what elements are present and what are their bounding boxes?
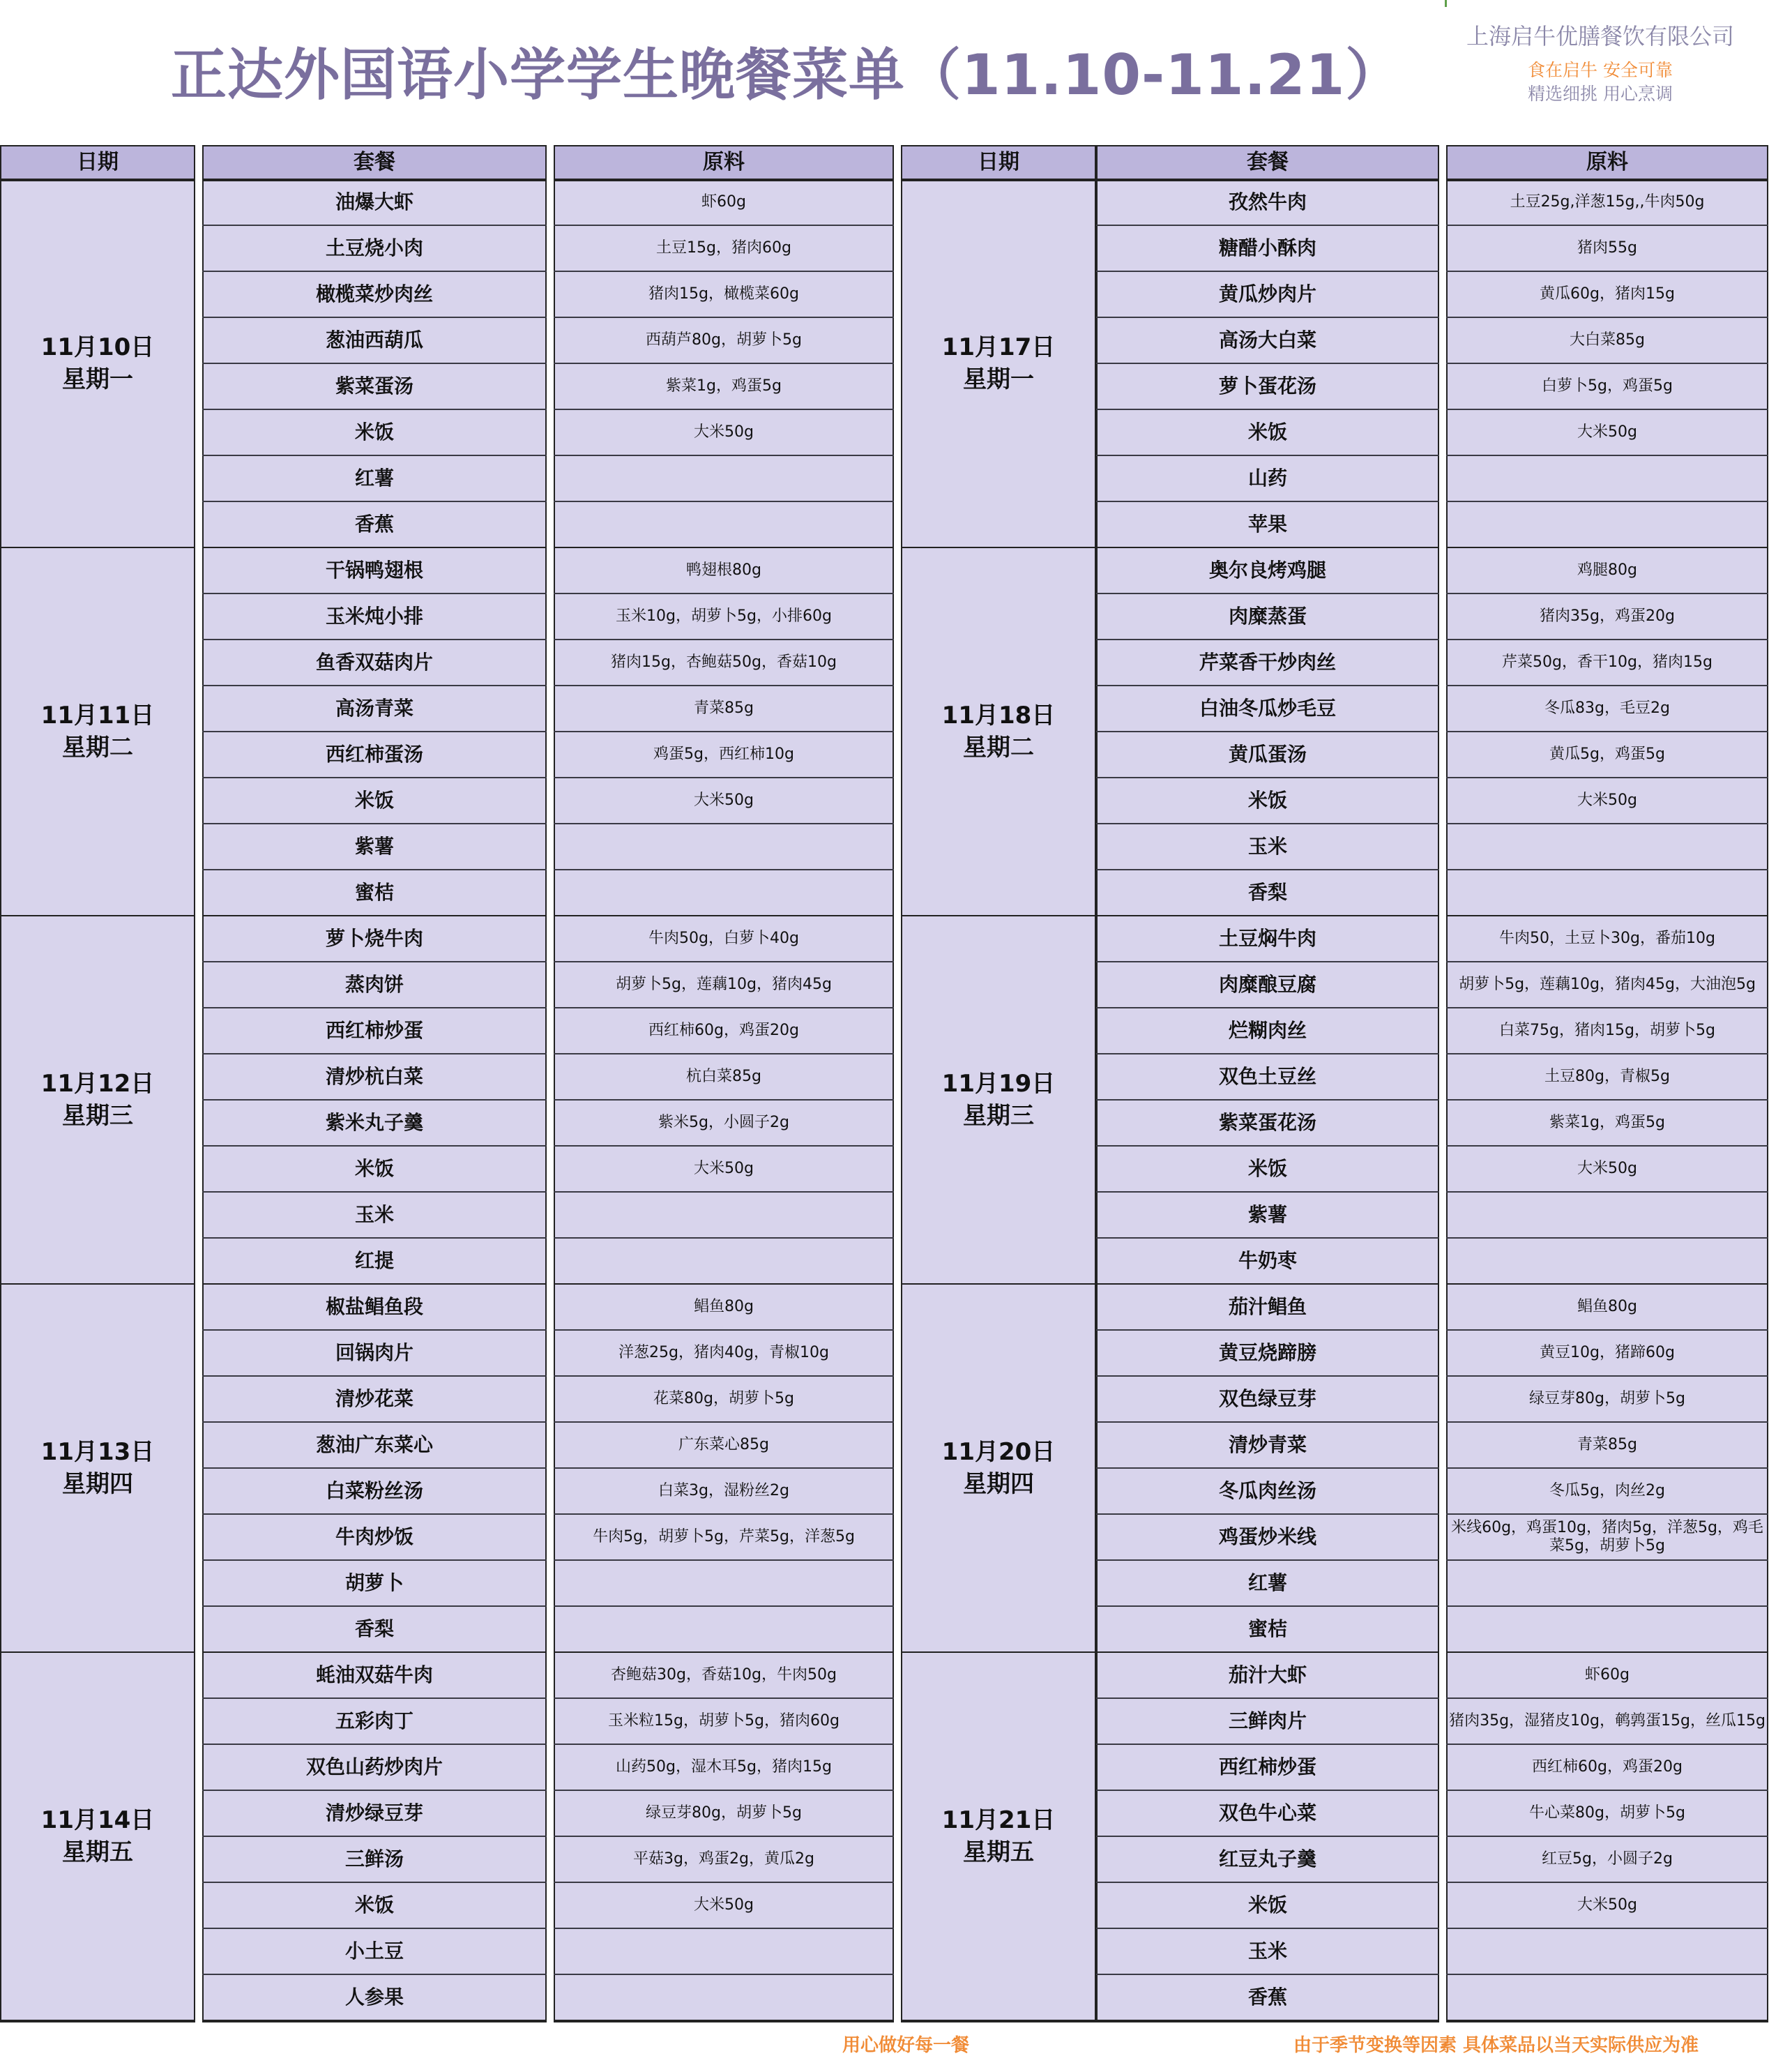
dish-name: 葱油西葫瓜 [202,318,547,364]
dish-ingredients [1446,456,1768,502]
dish-ingredients: 西葫芦80g，胡萝卜5g [554,318,894,364]
dish-name: 清炒绿豆芽 [202,1791,547,1837]
day-weekday: 星期三 [963,1102,1034,1130]
dish-name: 西红柿蛋汤 [202,732,547,778]
dish-name: 米饭 [1096,1147,1439,1193]
dish-ingredients: 土豆15g，猪肉60g [554,226,894,272]
day-weekday: 星期五 [62,1838,133,1866]
dish-ingredients [1446,1561,1768,1607]
dish-name: 牛奶枣 [1096,1239,1439,1285]
dish-name: 干锅鸭翅根 [202,548,547,594]
dish-ingredients [554,1975,894,2021]
dish-ingredients: 杭白菜85g [554,1054,894,1101]
dish-ingredients [554,1561,894,1607]
dish-ingredients: 虾60g [1446,1653,1768,1699]
dish-name: 五彩肉丁 [202,1699,547,1745]
dish-ingredients: 青菜85g [1446,1423,1768,1469]
day-date-cell [0,180,195,548]
dish-name: 土豆烧小肉 [202,226,547,272]
dish-name: 蜜桔 [1096,1607,1439,1653]
dish-ingredients: 猪肉35g，湿猪皮10g，鹌鹑蛋15g，丝瓜15g [1446,1699,1768,1745]
dish-ingredients: 西红柿60g，鸡蛋20g [554,1008,894,1054]
dish-ingredients: 猪肉15g，杏鲍菇50g，香菇10g [554,640,894,686]
dish-ingredients: 大米50g [554,1883,894,1929]
dish-name: 椒盐鲳鱼段 [202,1285,547,1331]
dish-ingredients: 玉米粒15g，胡萝卜5g，猪肉60g [554,1699,894,1745]
dish-ingredients: 杏鲍菇30g，香菇10g，牛肉50g [554,1653,894,1699]
dish-ingredients: 白菜3g，湿粉丝2g [554,1469,894,1515]
dish-name: 米饭 [1096,1883,1439,1929]
day-date-cell [0,1653,195,2021]
dish-name: 紫菜蛋花汤 [1096,1101,1439,1147]
dish-ingredients: 虾60g [554,180,894,226]
footer-note-left: 用心做好每一餐 [842,2035,970,2056]
dish-ingredients: 洋葱25g，猪肉40g，青椒10g [554,1331,894,1377]
dish-ingredients: 大米50g [1446,1883,1768,1929]
dish-ingredients: 胡萝卜5g，莲藕10g，猪肉45g，大油泡5g [1446,962,1768,1008]
dish-name: 米饭 [202,1883,547,1929]
day-date-cell [0,1285,195,1653]
dish-name: 白油冬瓜炒毛豆 [1096,686,1439,732]
dish-ingredients: 西红柿60g，鸡蛋20g [1446,1745,1768,1791]
dish-ingredients [554,1239,894,1285]
dish-ingredients: 花菜80g，胡萝卜5g [554,1377,894,1423]
dish-name: 香梨 [1096,870,1439,916]
day-weekday: 星期一 [62,365,133,393]
dish-name: 山药 [1096,456,1439,502]
day-date-cell [901,1285,1096,1653]
dish-name: 双色山药炒肉片 [202,1745,547,1791]
day-date: 11月21日 [941,1806,1056,1834]
dish-name: 紫米丸子羹 [202,1101,547,1147]
dish-name: 孜然牛肉 [1096,180,1439,226]
dish-name: 鱼香双菇肉片 [202,640,547,686]
dish-name: 清炒杭白菜 [202,1054,547,1101]
day-date-cell [901,548,1096,916]
dish-ingredients: 大米50g [1446,410,1768,456]
day-date-cell [901,916,1096,1285]
dish-name: 玉米 [202,1193,547,1239]
decorative-mark [1445,0,1447,7]
dish-name: 黄瓜炒肉片 [1096,272,1439,318]
day-date: 11月10日 [40,333,155,361]
dish-name: 蜜桔 [202,870,547,916]
dish-name: 红提 [202,1239,547,1285]
day-date: 11月20日 [941,1438,1056,1466]
dish-name: 糖醋小酥肉 [1096,226,1439,272]
day-date-cell [0,548,195,916]
dish-name: 冬瓜肉丝汤 [1096,1469,1439,1515]
dish-name: 奥尔良烤鸡腿 [1096,548,1439,594]
dish-name: 烂糊肉丝 [1096,1008,1439,1054]
dish-ingredients: 冬瓜5g，肉丝2g [1446,1469,1768,1515]
dish-ingredients: 紫菜1g，鸡蛋5g [1446,1101,1768,1147]
header-ingredients-left: 原料 [554,145,894,180]
dish-ingredients [1446,870,1768,916]
dish-name: 蒸肉饼 [202,962,547,1008]
dish-ingredients: 紫米5g，小圆子2g [554,1101,894,1147]
dish-name: 红薯 [202,456,547,502]
dish-name: 米饭 [202,778,547,824]
dish-name: 油爆大虾 [202,180,547,226]
company-name: 上海启牛优膳餐饮有限公司 [1466,23,1734,50]
dish-ingredients: 牛肉5g，胡萝卜5g，芹菜5g，洋葱5g [554,1515,894,1561]
day-date: 11月14日 [40,1806,155,1834]
dish-ingredients: 黄瓜5g，鸡蛋5g [1446,732,1768,778]
dish-name: 玉米 [1096,824,1439,870]
dish-ingredients: 鲳鱼80g [554,1285,894,1331]
dish-name: 白菜粉丝汤 [202,1469,547,1515]
dish-name: 黄瓜蛋汤 [1096,732,1439,778]
dish-name: 双色土豆丝 [1096,1054,1439,1101]
dish-name: 红豆丸子羹 [1096,1837,1439,1883]
dish-ingredients: 平菇3g，鸡蛋2g，黄瓜2g [554,1837,894,1883]
day-weekday: 星期三 [62,1102,133,1130]
dish-name: 紫薯 [1096,1193,1439,1239]
dish-name: 黄豆烧蹄膀 [1096,1331,1439,1377]
dish-name: 清炒花菜 [202,1377,547,1423]
dish-name: 红薯 [1096,1561,1439,1607]
dish-ingredients: 芹菜50g，香干10g，猪肉15g [1446,640,1768,686]
dish-name: 米饭 [1096,778,1439,824]
dish-name: 三鲜汤 [202,1837,547,1883]
dish-ingredients [1446,824,1768,870]
dish-name: 茄汁鲳鱼 [1096,1285,1439,1331]
dish-ingredients: 牛肉50，土豆卜30g，番茄10g [1446,916,1768,962]
dish-ingredients: 鸭翅根80g [554,548,894,594]
dish-ingredients: 冬瓜83g，毛豆2g [1446,686,1768,732]
dish-ingredients: 猪肉55g [1446,226,1768,272]
dish-name: 紫薯 [202,824,547,870]
company-slogan-1: 食在启牛 安全可靠 [1528,60,1673,80]
dish-name: 胡萝卜 [202,1561,547,1607]
day-date: 11月18日 [941,702,1056,729]
dish-name: 双色绿豆芽 [1096,1377,1439,1423]
day-weekday: 星期四 [62,1470,133,1498]
day-weekday: 星期四 [963,1470,1034,1498]
dish-ingredients [1446,1975,1768,2021]
dish-ingredients: 白萝卜5g，鸡蛋5g [1446,364,1768,410]
dish-name: 蚝油双菇牛肉 [202,1653,547,1699]
dish-name: 香蕉 [1096,1975,1439,2021]
dish-name: 土豆焖牛肉 [1096,916,1439,962]
dish-ingredients [554,1193,894,1239]
dish-ingredients: 鸡蛋5g，西红柿10g [554,732,894,778]
dish-ingredients [554,456,894,502]
header-meal-right: 套餐 [1096,145,1439,180]
header-ingredients-right: 原料 [1446,145,1768,180]
dish-ingredients: 黄豆10g，猪蹄60g [1446,1331,1768,1377]
dish-name: 香蕉 [202,502,547,548]
dish-name: 萝卜蛋花汤 [1096,364,1439,410]
dish-name: 米饭 [202,410,547,456]
dish-ingredients: 猪肉35g，鸡蛋20g [1446,594,1768,640]
header-date-right: 日期 [901,145,1096,180]
dish-ingredients: 牛肉50g，白萝卜40g [554,916,894,962]
day-date: 11月12日 [40,1070,155,1098]
day-date-cell [901,180,1096,548]
dish-ingredients: 青菜85g [554,686,894,732]
dish-name: 人参果 [202,1975,547,2021]
company-slogan-2: 精选细挑 用心烹调 [1528,84,1673,104]
day-date: 11月19日 [941,1070,1056,1098]
dish-ingredients: 土豆25g,洋葱15g,,牛肉50g [1446,180,1768,226]
day-weekday: 星期二 [62,734,133,762]
dish-ingredients: 鸡腿80g [1446,548,1768,594]
footer-note-right: 由于季节变换等因素 具体菜品以当天实际供应为准 [1293,2035,1699,2056]
day-date: 11月11日 [40,702,155,729]
day-date: 11月17日 [941,333,1056,361]
dish-name: 西红柿炒蛋 [1096,1745,1439,1791]
dish-ingredients: 米线60g，鸡蛋10g，猪肉5g，洋葱5g，鸡毛菜5g，胡萝卜5g [1446,1515,1768,1561]
dish-ingredients: 广东菜心85g [554,1423,894,1469]
dish-ingredients: 大米50g [554,1147,894,1193]
day-weekday: 星期一 [963,365,1034,393]
dish-name: 玉米 [1096,1929,1439,1975]
dish-ingredients [1446,1929,1768,1975]
dish-name: 西红柿炒蛋 [202,1008,547,1054]
dish-ingredients: 土豆80g，青椒5g [1446,1054,1768,1101]
dish-name: 牛肉炒饭 [202,1515,547,1561]
dish-name: 双色牛心菜 [1096,1791,1439,1837]
dish-name: 紫菜蛋汤 [202,364,547,410]
dish-ingredients [554,824,894,870]
dish-name: 回锅肉片 [202,1331,547,1377]
dish-name: 三鲜肉片 [1096,1699,1439,1745]
dish-ingredients: 大米50g [1446,778,1768,824]
dish-ingredients: 鲳鱼80g [1446,1285,1768,1331]
dish-ingredients: 玉米10g，胡萝卜5g，小排60g [554,594,894,640]
dish-ingredients: 大米50g [554,410,894,456]
day-date-cell [0,916,195,1285]
dish-ingredients [554,1607,894,1653]
dish-name: 萝卜烧牛肉 [202,916,547,962]
dish-name: 葱油广东菜心 [202,1423,547,1469]
dish-ingredients: 胡萝卜5g，莲藕10g，猪肉45g [554,962,894,1008]
dish-name: 肉糜蒸蛋 [1096,594,1439,640]
company-info [1436,21,1764,106]
dish-name: 肉糜酿豆腐 [1096,962,1439,1008]
day-weekday: 星期二 [963,734,1034,762]
dish-ingredients: 黄瓜60g，猪肉15g [1446,272,1768,318]
dish-name: 米饭 [202,1147,547,1193]
dish-ingredients: 山药50g，湿木耳5g，猪肉15g [554,1745,894,1791]
dish-ingredients [1446,1607,1768,1653]
dish-ingredients: 绿豆芽80g，胡萝卜5g [554,1791,894,1837]
dish-name: 鸡蛋炒米线 [1096,1515,1439,1561]
dish-name: 清炒青菜 [1096,1423,1439,1469]
dish-ingredients: 猪肉15g，橄榄菜60g [554,272,894,318]
dish-ingredients: 大米50g [1446,1147,1768,1193]
dish-ingredients: 大白菜85g [1446,318,1768,364]
dish-name: 小土豆 [202,1929,547,1975]
day-date: 11月13日 [40,1438,155,1466]
dish-ingredients: 紫菜1g，鸡蛋5g [554,364,894,410]
dish-name: 芹菜香干炒肉丝 [1096,640,1439,686]
dish-name: 苹果 [1096,502,1439,548]
header-date-left: 日期 [0,145,195,180]
dish-name: 高汤大白菜 [1096,318,1439,364]
dish-ingredients: 绿豆芽80g，胡萝卜5g [1446,1377,1768,1423]
dish-ingredients: 大米50g [554,778,894,824]
dish-ingredients: 白菜75g，猪肉15g，胡萝卜5g [1446,1008,1768,1054]
dish-ingredients [554,870,894,916]
dish-ingredients: 牛心菜80g，胡萝卜5g [1446,1791,1768,1837]
dish-name: 米饭 [1096,410,1439,456]
dish-ingredients [1446,1239,1768,1285]
dish-name: 高汤青菜 [202,686,547,732]
dish-ingredients [1446,502,1768,548]
header-meal-left: 套餐 [202,145,547,180]
dish-name: 橄榄菜炒肉丝 [202,272,547,318]
dish-ingredients [1446,1193,1768,1239]
day-weekday: 星期五 [963,1838,1034,1866]
dish-ingredients [554,502,894,548]
dish-name: 茄汁大虾 [1096,1653,1439,1699]
dish-ingredients: 红豆5g，小圆子2g [1446,1837,1768,1883]
day-date-cell [901,1653,1096,2021]
dish-name: 香梨 [202,1607,547,1653]
dish-name: 玉米炖小排 [202,594,547,640]
dish-ingredients [554,1929,894,1975]
page-title: 正达外国语小学学生晚餐菜单（11.10-11.21） [171,43,1402,107]
